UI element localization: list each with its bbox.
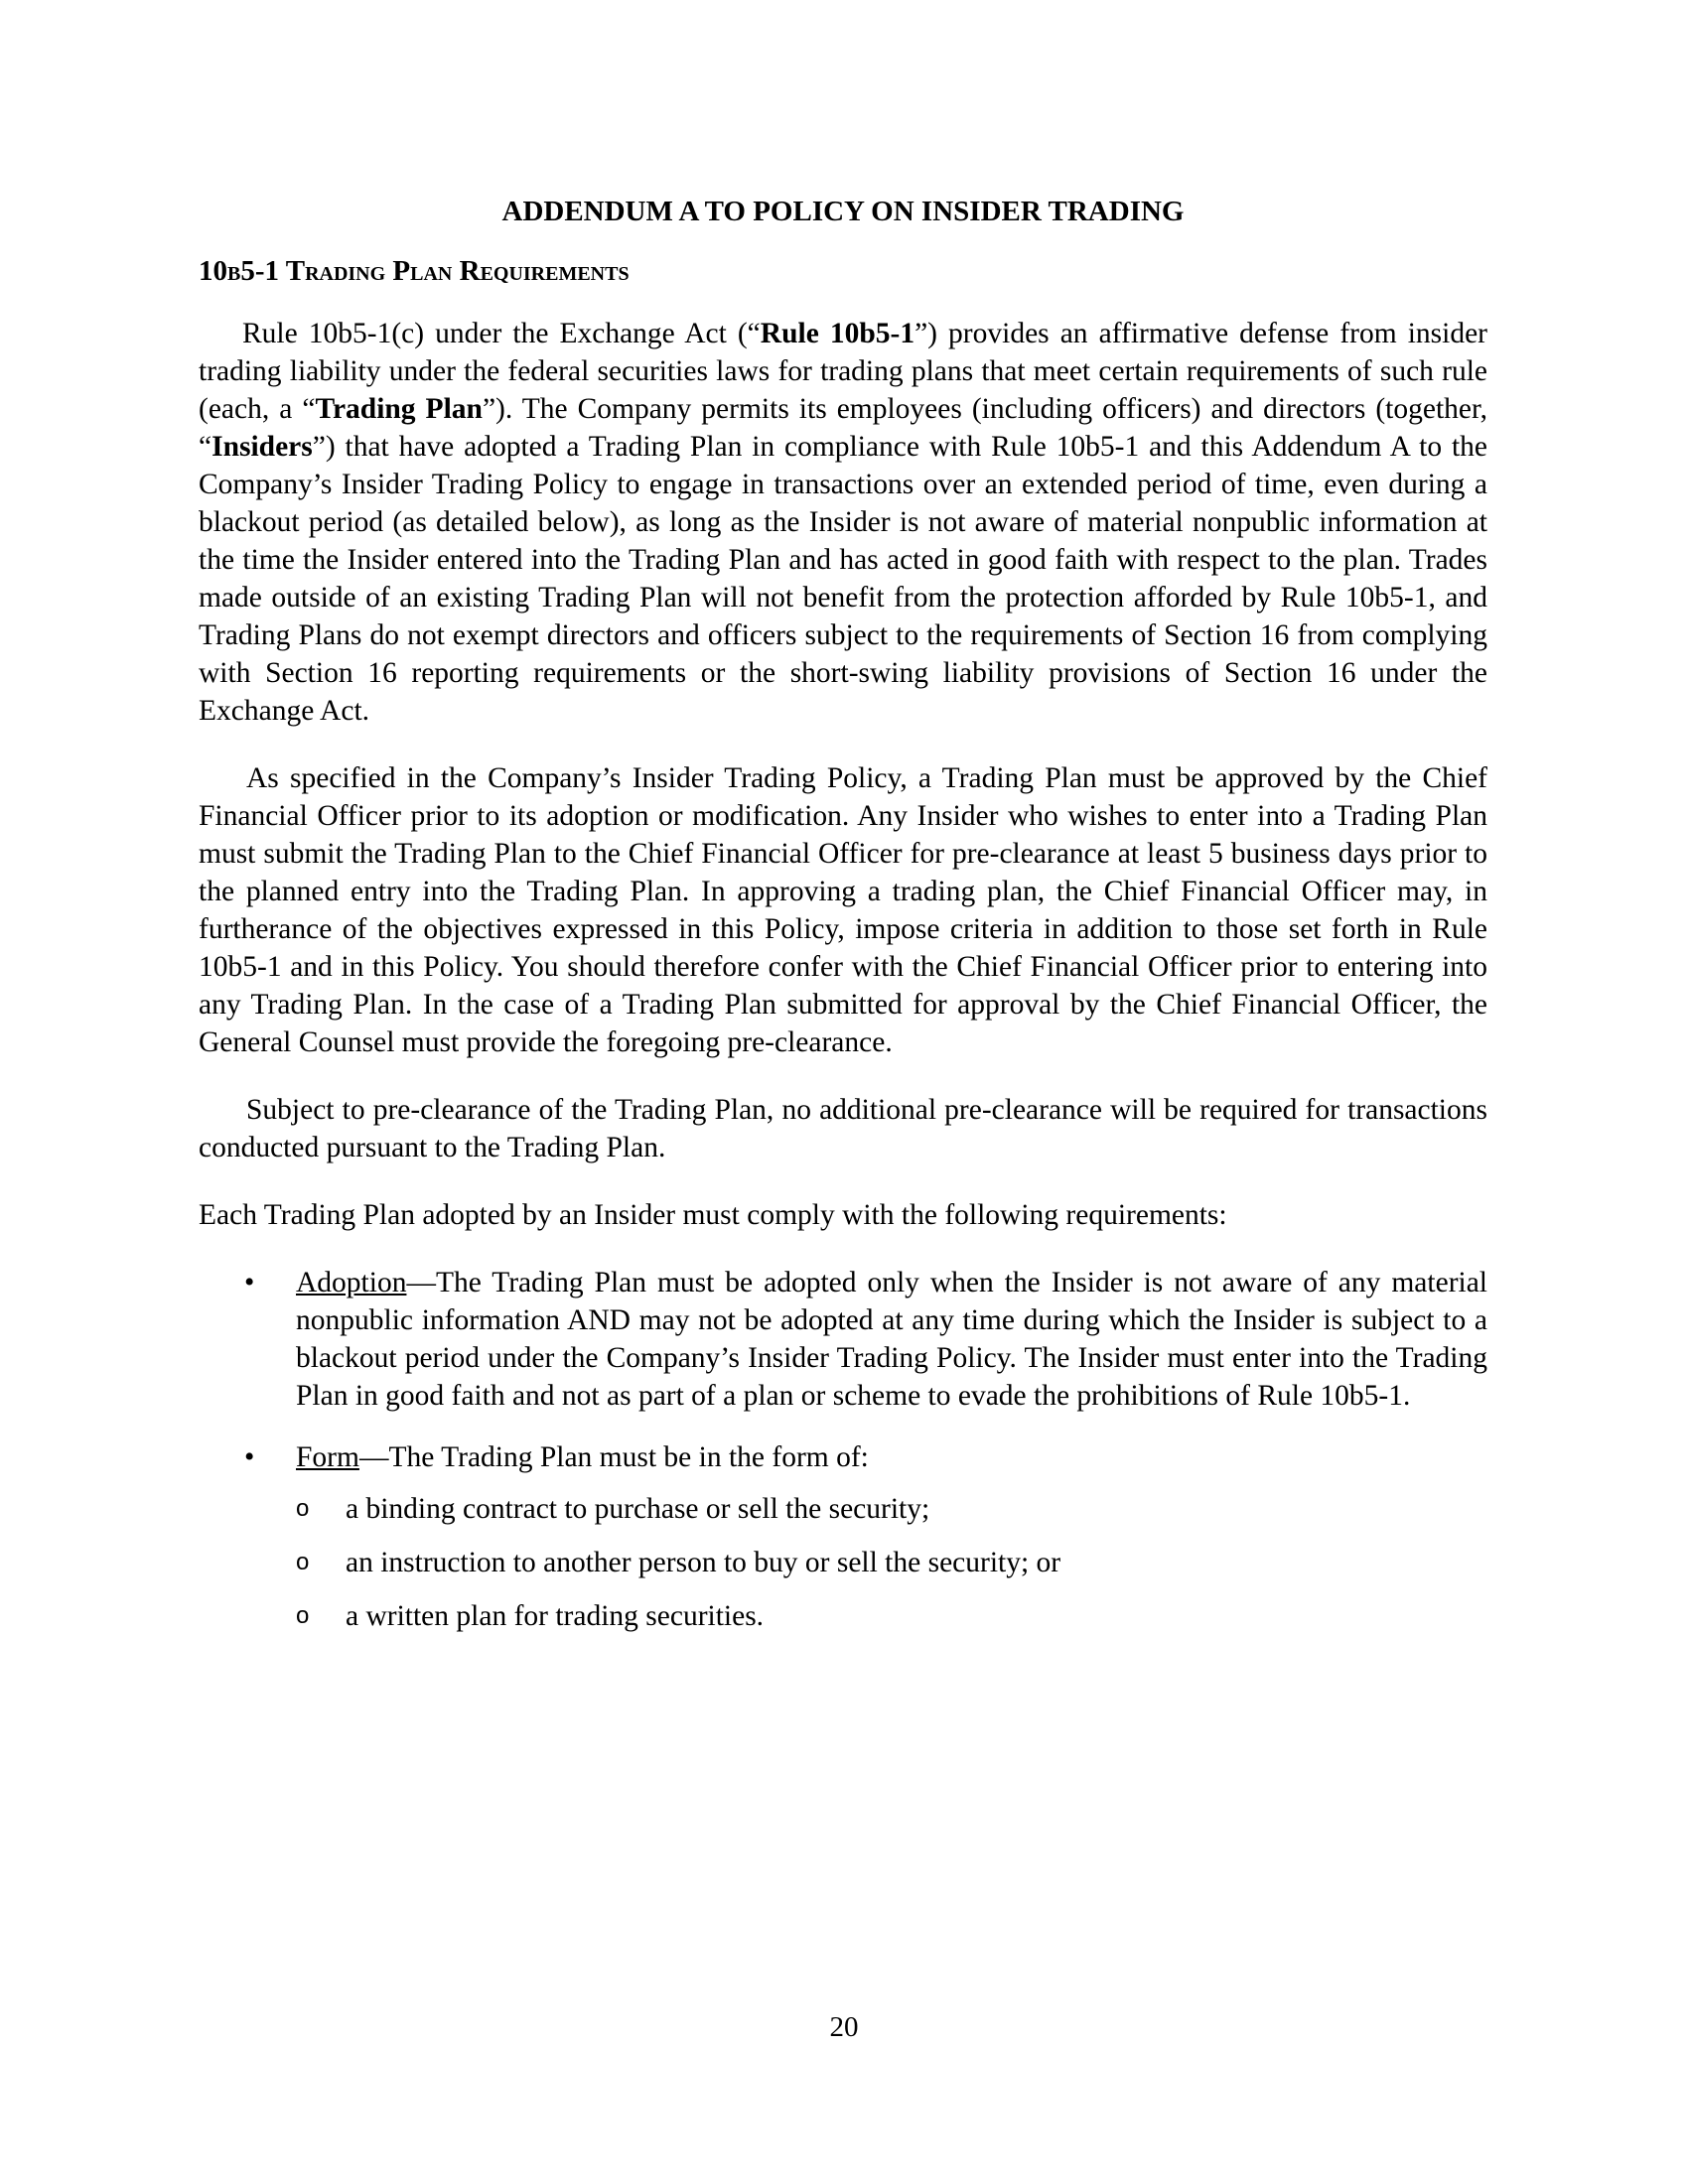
p1-text-3: ”). The Company permits its employees (including officers) and directors (together, “ <box>199 393 1488 463</box>
defined-term-rule-10b5-1: Rule 10b5-1 <box>760 318 915 349</box>
term-form: Form <box>296 1441 359 1473</box>
form-text: —The Trading Plan must be in the form of: <box>358 1441 869 1473</box>
paragraph-requirements-intro: Each Trading Plan adopted by an Insider must comply with the following requirements: <box>199 1199 1227 1231</box>
defined-term-insiders: Insiders <box>211 431 313 463</box>
document-title: ADDENDUM A TO POLICY ON INSIDER TRADING <box>501 196 1185 227</box>
requirements-list <box>199 1264 1487 1635</box>
circle-bullet-icon: o <box>296 1602 310 1629</box>
defined-term-trading-plan: Trading Plan <box>315 393 483 425</box>
paragraph-pre-clearance: Subject to pre-clearance of the Trading Plan, no additional pre-clearance will be required for transactions conducted pursuant to the Trading Plan. <box>199 1094 1487 1163</box>
term-adoption: Adoption <box>296 1267 407 1298</box>
sublist-item <box>296 1490 1487 1528</box>
p1-text-4: ”) that have adopted a Trading Plan in compliance with Rule 10b5-1 and this Addendum A to the Company’s Insider Trading Policy to engage in transactions over an extended period of time, even during a blackout period (as detailed below), as long as the Insider is not aware of material nonpublic information at the time the Insider entered into the Trading Plan and has acted in good faith with respect to the plan. Trades made outside of an existing Trading Plan will not benefit from the protection afforded by Rule 10b5-1, and Trading Plans do not exempt directors and officers subject to the requirements of Section 16 from complying with Section 16 reporting requirements or the short-swing liability provisions of Section 16 under the Exchange Act. <box>199 431 1487 727</box>
document-page <box>199 194 1487 1659</box>
bullet-icon: • <box>244 1267 255 1298</box>
sublist-item-text: a binding contract to purchase or sell the security; <box>346 1493 930 1525</box>
list-item-form <box>199 1438 1487 1635</box>
circle-bullet-icon: o <box>296 1549 310 1575</box>
sublist-item <box>296 1544 1487 1581</box>
adoption-text: —The Trading Plan must be adopted only when the Insider is not aware of any material nonpublic information AND may not be adopted at any time during which the Insider is subject to a blackout period under the Company’s Insider Trading Policy. The Insider must enter into the Trading Plan in good faith and not as part of a plan or scheme to evade the prohibitions of Rule 10b5-1. <box>296 1267 1487 1412</box>
sublist-item-text: an instruction to another person to buy or sell the security; or <box>346 1547 1061 1578</box>
sublist-item-text: a written plan for trading securities. <box>346 1600 765 1632</box>
sublist-item <box>296 1597 1487 1635</box>
form-sublist <box>296 1490 1487 1635</box>
paragraph-rule-10b5-1 <box>199 315 1487 730</box>
list-item-adoption <box>199 1264 1487 1415</box>
p1-text-2: ”) provides an affirmative defense from insider trading liability under the federal securities laws for trading plans that meet certain requirements of such rule (each, a “ <box>199 318 1488 425</box>
page-number: 20 <box>829 2011 859 2043</box>
circle-bullet-icon: o <box>296 1495 310 1522</box>
section-heading: 10b5-1 Trading Plan Requirements <box>199 255 630 287</box>
bullet-icon: • <box>244 1441 255 1473</box>
p1-text-1: Rule 10b5-1(c) under the Exchange Act (“ <box>242 318 761 349</box>
paragraph-approval: As specified in the Company’s Insider Trading Policy, a Trading Plan must be approved by the Chief Financial Officer prior to its adoption or modification. Any Insider who wishes to enter into a Trading Plan must submit the Trading Plan to the Chief Financial Officer for pre-clearance at least 5 business days prior to the planned entry into the Trading Plan. In approving a trading plan, the Chief Financial Officer may, in furtherance of the objectives expressed in this Policy, impose criteria in addition to those set forth in Rule 10b5-1 and in this Policy. You should therefore confer with the Chief Financial Officer prior to entering into any Trading Plan. In the case of a Trading Plan submitted for approval by the Chief Financial Officer, the General Counsel must provide the foregoing pre-clearance. <box>199 762 1487 1058</box>
